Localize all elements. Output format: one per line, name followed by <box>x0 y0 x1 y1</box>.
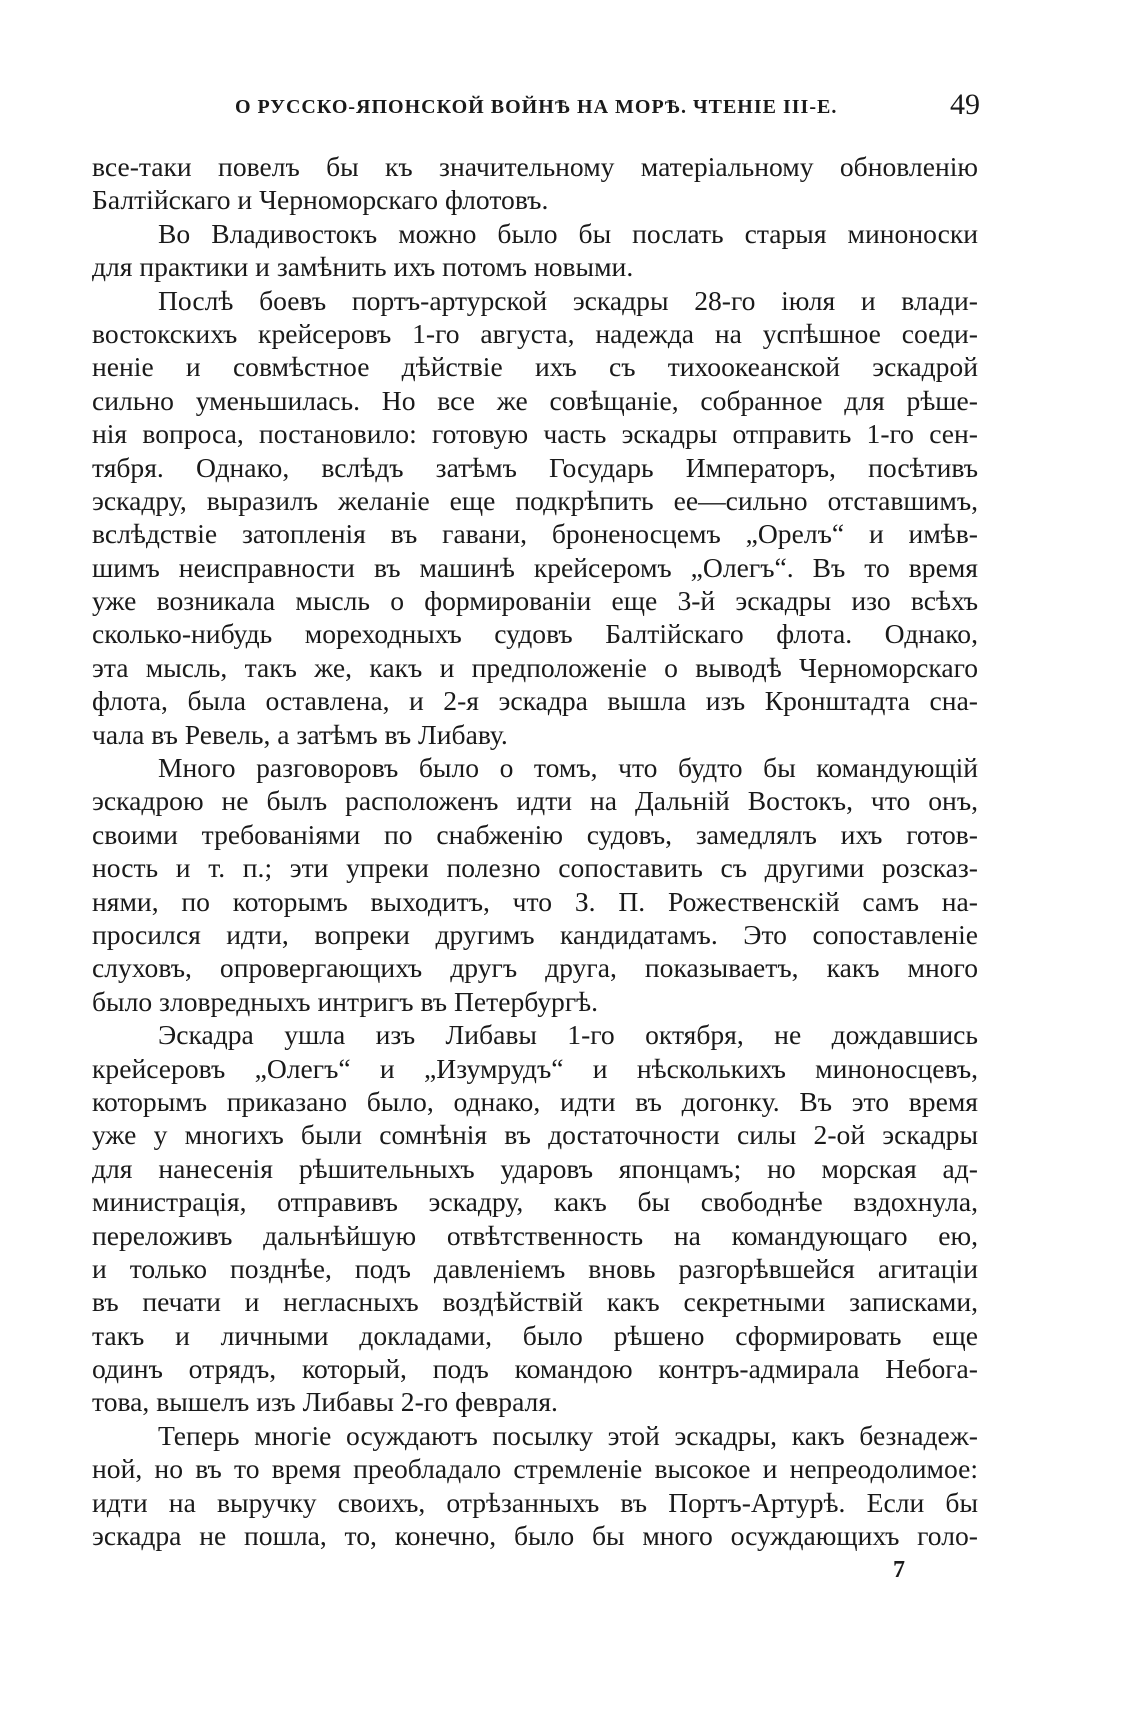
text-line: слуховъ, опровергающихъ другъ друга, показываетъ, какъ много <box>92 952 978 984</box>
text-line: тября. Однако, вслѣдъ затѣмъ Государь Императоръ, посѣтивъ <box>92 451 978 483</box>
text-line: Эскадра ушла изъ Либавы 1-го октября, не дождавшись <box>158 1019 978 1051</box>
text-line: своими требованіями по снабженію судовъ, замедлялъ ихъ готов- <box>92 818 978 850</box>
text-line: востокскихъ крейсеровъ 1-го августа, надежда на успѣшное соеди- <box>92 317 978 349</box>
text-line: флота, была оставлена, и 2-я эскадра вышла изъ Кронштадта сна- <box>92 685 978 717</box>
text-line: просился идти, вопреки другимъ кандидатамъ. Это сопоставленіе <box>92 918 978 950</box>
text-line: эскадру, выразилъ желаніе еще подкрѣпить ее—сильно отставшимъ, <box>92 484 978 516</box>
text-line: которымъ приказано было, однако, идти въ догонку. Въ это время <box>92 1085 978 1117</box>
body-text <box>92 150 978 1552</box>
text-line: одинъ отрядъ, который, подъ командою контръ-адмирала Небога- <box>92 1353 978 1385</box>
text-line: неніе и совмѣстное дѣйствіе ихъ съ тихоокеанской эскадрой <box>92 351 978 383</box>
text-line: шимъ неисправности въ машинѣ крейсеромъ „Олегъ“. Въ то время <box>92 551 978 583</box>
text-line: чала въ Ревель, а затѣмъ въ Либаву. <box>92 718 508 750</box>
text-line: ной, но въ то время преобладало стремленіе высокое и непреодолимое: <box>92 1453 978 1485</box>
page-number: 49 <box>950 88 980 121</box>
text-line: для нанесенія рѣшительныхъ ударовъ японцамъ; но морская ад- <box>92 1152 978 1184</box>
text-line: вслѣдствіе затопленія въ гавани, броненосцемъ „Орелъ“ и имѣв- <box>92 518 978 550</box>
text-line: нія вопроса, постановило: готовую часть эскадры отправить 1-го сен- <box>92 418 978 450</box>
text-line: Балтійскаго и Черноморскаго флотовъ. <box>92 184 549 216</box>
text-line: эта мысль, такъ же, какъ и предположеніе о выводѣ Черноморскаго <box>92 651 978 683</box>
text-line: и только позднѣе, подъ давленіемъ вновь разгорѣвшейся агитаціи <box>92 1252 978 1284</box>
text-line: въ печати и негласныхъ воздѣйствій какъ секретными записками, <box>92 1286 978 1318</box>
text-line: сильно уменьшилась. Но все же совѣщаніе, собранное для рѣше- <box>92 384 978 416</box>
text-line: для практики и замѣнить ихъ потомъ новыми. <box>92 251 634 283</box>
text-line: уже у многихъ были сомнѣнія въ достаточности силы 2-ой эскадры <box>92 1119 978 1151</box>
text-line: нями, по которымъ выходитъ, что З. П. Рожественскій самъ на- <box>92 885 978 917</box>
text-line: такъ и личными докладами, было рѣшено сформировать еще <box>92 1319 978 1351</box>
text-line: все-таки повелъ бы къ значительному матеріальному обновленію <box>92 151 978 182</box>
text-line: Послѣ боевъ портъ-артурской эскадры 28-го іюля и влади- <box>158 284 978 316</box>
text-line: уже возникала мысль о формированіи еще 3-й эскадры изо всѣхъ <box>92 585 978 617</box>
running-title: О РУССКО-ЯПОНСКОЙ ВОЙНѢ НА МОРѢ. ЧТЕНІЕ III-Е. <box>235 96 838 118</box>
text-line: това, вышелъ изъ Либавы 2-го февраля. <box>92 1386 558 1418</box>
text-line: Много разговоровъ было о томъ, что будто бы командующій <box>158 752 978 784</box>
text-line: Теперь многіе осуждаютъ посылку этой эскадры, какъ безнадеж- <box>158 1419 978 1451</box>
signature-mark: 7 <box>893 1557 905 1583</box>
text-line: идти на выручку своихъ, отрѣзанныхъ въ Портъ-Артурѣ. Если бы <box>92 1486 978 1518</box>
text-line: переложивъ дальнѣйшую отвѣтственность на командующаго ею, <box>92 1219 978 1251</box>
text-line: эскадра не пошла, то, конечно, было бы много осуждающихъ голо- <box>92 1520 978 1552</box>
text-line: Во Владивостокъ можно было бы послать старыя миноноски <box>158 217 978 249</box>
text-line: ность и т. п.; эти упреки полезно сопоставить съ другими розсказ- <box>92 852 978 884</box>
running-head <box>200 88 980 128</box>
text-line: было зловредныхъ интригъ въ Петербургѣ. <box>92 985 599 1017</box>
text-line: сколько-нибудь мореходныхъ судовъ Балтійскаго флота. Однако, <box>92 618 978 650</box>
text-line: министрація, отправивъ эскадру, какъ бы свободнѣе вздохнула, <box>92 1186 978 1218</box>
text-line: крейсеровъ „Олегъ“ и „Изумрудъ“ и нѣсколькихъ миноносцевъ, <box>92 1052 978 1084</box>
text-line: эскадрою не былъ расположенъ идти на Дальній Востокъ, что онъ, <box>92 785 978 817</box>
